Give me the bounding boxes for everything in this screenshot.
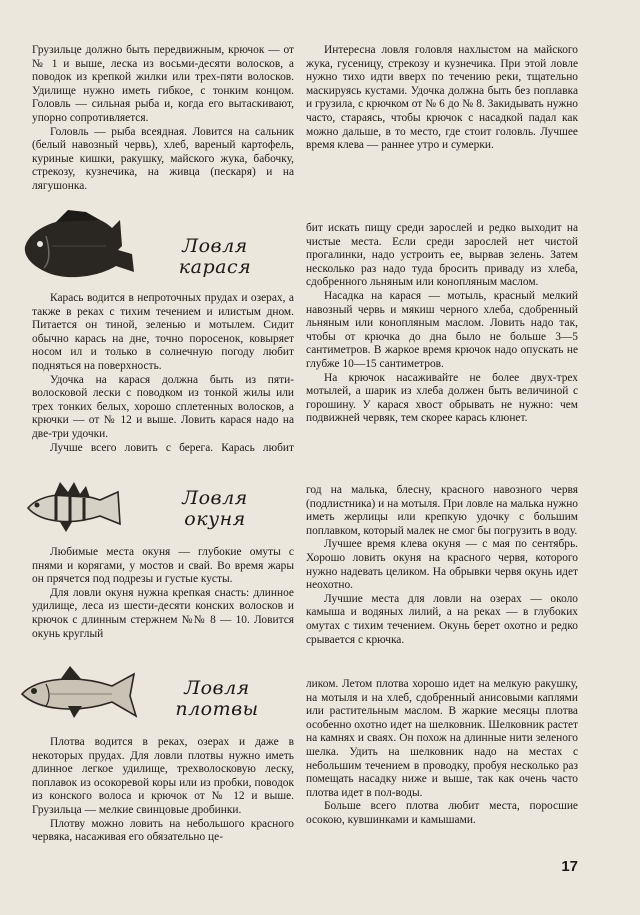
heading-line: окуня [184,508,246,530]
paragraph: Плотва водится в реках, озерах и даже в некоторых прудах. Для ловли плотвы нужно иметь длинное легкое удилище, трехволосковую леску, поплавок из осокоревой коры или из пробки, поводок из конского волоса и крючок от № 12 и выше. Грузильца — мелкие свинцовые дробинки. [32,736,294,816]
paragraph: Лучшие места для ловли на озерах — около камыша и водяных лилий, а на реках — в глубоких омутах с тихим течением. Окунь берет охотно и редко срывается с крючка. [306,592,578,646]
heading-perch [165,488,265,530]
section-2-left-column [32,546,294,641]
roach-icon [16,660,146,726]
heading-roach [162,678,272,720]
paragraph: Для ловли окуня нужна крепкая снасть: длинное удилище, леса из шести-десяти конских волосков и крючок с длинным стержнем №№ 8 — 10. Ловится окунь круглый [32,586,294,640]
paragraph: Любимые места окуня — глубокие омуты с пнями и корягами, у мостов и свай. Во время жары он прячется под подрезы и густые кусты. [32,546,294,586]
section-2-right-column [306,484,578,647]
paragraph: ликом. Летом плотва хорошо идет на мелкую ракушку, на мотыля и на хлеб, сдобренный анисовыми каплями или растительным маслом. В жаркие месяцы плотва особенно охотно идет на шелковник. Шелковник растет на камнях и сваях. Он похож на длинные нити зеленого шелка. Удить на шелковник надо на местах с небольшим течением в проводку, пробуя несколько раз помещать насадку ниже и выше, так как очень часто плотва идет в пол-воды. [306,678,578,799]
section-3-right-column [306,678,578,828]
paragraph: Больше всего плотва любит места, поросшие осокою, кувшинками и камышами. [306,800,578,826]
paragraph: Лучшее время клева окуня — с мая по сентябрь. Хорошо ловить окуня на красного червя, которого нужно надевать целиком. На обрывки червя окунь идет неохотно. [306,538,578,592]
section-1-right-column [306,222,578,426]
paragraph: Плотву можно ловить на небольшого красного червяка, насаживая его обязательно це- [32,817,294,844]
heading-line: плотвы [175,698,259,720]
page-number: 17 [561,858,578,875]
heading-crucian-carp [160,236,270,278]
paragraph: Головль — рыба всеядная. Ловится на сальник (белый навозный червь), хлеб, вареный картофель, куриные кишки, ракушку, майского жука, бабочку, стрекозу, кузнечика, на живца (пескаря) и на лягушонка. [32,125,294,192]
crucian-carp-icon [16,206,144,286]
section-3-left-column [32,736,294,845]
paragraph: Удочка на карася должна быть из пяти-волосковой лески с поводком из тонкой жилы или трех тонких белых, хорошо сплетенных волосков, а крючки — от № 12 и выше. Ловить карася надо на две-три удочки. [32,373,294,440]
perch-icon [20,478,140,538]
heading-line: Ловля [184,677,250,699]
paragraph: год на малька, блесну, красного навозного червя (подлистника) и на мотыля. При ловле на малька нужно иметь жерлицы или крепкую удочку с большим поплавком, который малек не смог бы погрузить в воду. [306,484,578,537]
paragraph: Интересна ловля головля нахлыстом на майского жука, гусеницу, стрекозу и кузнечика. При этой ловле нужно тихо идти вверх по течению реки, тщательно маскируясь кустами. Удочка должна быть без поплавка и грузила, с крючком от № 6 до № 8. Закидывать нужно часто, стараясь, чтобы крючок с насадкой падал как можно дальше, в то место, где стоит головль. Лучшее время клева — раннее утро и сумерки. [306,44,578,152]
section-1-left-column [32,292,294,456]
paragraph: Лучше всего ловить с берега. Карась любит [50,441,294,454]
paragraph: Грузильце должно быть передвижным, крючок — от № 1 и выше, леска из восьми-десяти волосков, а поводок из крепкой жилки или трех-пяти волосков. Удилище нужно иметь гибкое, с тонким концом. Головль — сильная рыба и, когда его вытаскивают, упорно сопротивляется. [32,44,294,124]
paragraph: Карась водится в непроточных прудах и озерах, а также в реках с тихим течением и илистым дном. Питается он тиной, зеленью и мотылем. Сидит обычно карась на дне, точно поросенок, ковыряет носом ил и только в солнечную погоду любит подняться на поверхность. [32,292,294,372]
paragraph: Насадка на карася — мотыль, красный мелкий навозный червь и мякиш черного хлеба, сдобренный льняным или конопляным маслом. Ловить надо так, чтобы от крючка до дна было не больше 3—5 сантиметров. В жаркое время крючок надо опускать не глубже 10—15 сантиметров. [306,289,578,370]
paragraph: бит искать пищу среди зарослей и редко выходит на чистые места. Если среди зарослей нет чистой прогалинки, надо устроить ее, вырвав зелень. Затем несколько раз надо туда бросить приваду из хлеба, сдобренного льняным или конопляным маслом. [306,222,578,289]
top-right-column [306,44,578,153]
heading-line: Ловля [182,487,248,509]
paragraph: На крючок насаживайте не более двух-трех мотылей, а шарик из хлеба должен быть величиной с горошину. У карася хвост обрывать не нужно: чем подвижней червяк, тем скорее карась клюнет. [306,371,578,425]
heading-line: Ловля [182,235,248,257]
top-left-column [32,44,294,194]
heading-line: карася [178,256,252,278]
